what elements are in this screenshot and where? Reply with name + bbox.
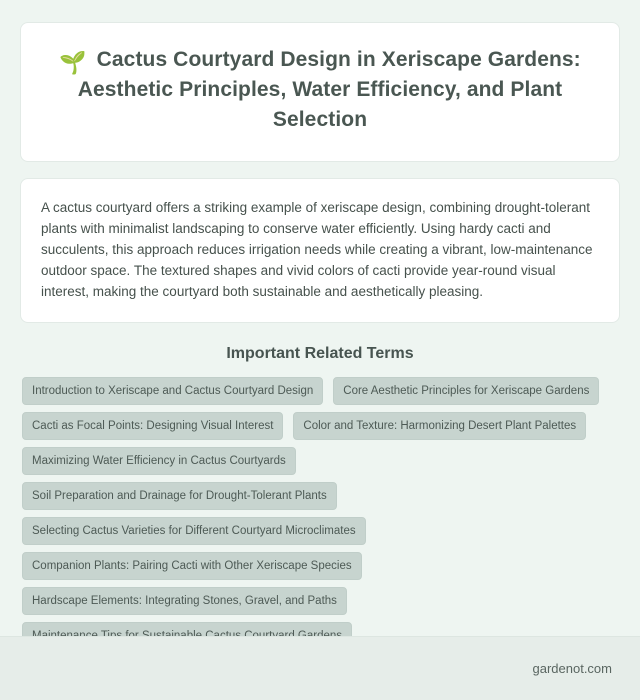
term-chip[interactable]: Hardscape Elements: Integrating Stones, Gravel, and Paths <box>22 587 347 615</box>
terms-row <box>22 552 362 580</box>
seedling-icon: 🌱 <box>59 50 87 75</box>
term-chip[interactable]: Soil Preparation and Drainage for Drought-Tolerant Plants <box>22 482 337 510</box>
site-name: gardenot.com <box>532 661 612 676</box>
page-title: Cactus Courtyard Design in Xeriscape Gardens: Aesthetic Principles, Water Efficiency, and Plant Selection <box>77 48 581 131</box>
terms-row <box>22 412 586 440</box>
term-chip[interactable]: Introduction to Xeriscape and Cactus Courtyard Design <box>22 377 323 405</box>
summary-text: A cactus courtyard offers a striking example of xeriscape design, combining drought-tolerant plants with minimalist landscaping to conserve water efficiently. Using hardy cacti and succulents, this approach reduces irrigation needs while creating a vibrant, low-maintenance outdoor space. The textured shapes and vivid colors of cacti provide year-round visual interest, making the courtyard both sustainable and aesthetically pleasing. <box>41 200 593 299</box>
term-chip[interactable]: Core Aesthetic Principles for Xeriscape Gardens <box>333 377 599 405</box>
term-chip[interactable]: Cacti as Focal Points: Designing Visual Interest <box>22 412 283 440</box>
summary-card <box>20 178 620 323</box>
term-chip[interactable]: Selecting Cactus Varieties for Different Courtyard Microclimates <box>22 517 366 545</box>
terms-row <box>22 447 296 475</box>
footer-bar <box>0 636 640 700</box>
term-chip[interactable]: Color and Texture: Harmonizing Desert Plant Palettes <box>293 412 586 440</box>
terms-row <box>22 587 347 615</box>
terms-row <box>22 377 599 405</box>
term-chip[interactable]: Companion Plants: Pairing Cacti with Other Xeriscape Species <box>22 552 362 580</box>
related-terms-list <box>20 377 620 650</box>
title-row <box>47 45 593 135</box>
terms-row <box>22 517 366 545</box>
terms-row <box>22 482 337 510</box>
header-card <box>20 22 620 162</box>
term-chip[interactable]: Maximizing Water Efficiency in Cactus Courtyards <box>22 447 296 475</box>
related-terms-heading: Important Related Terms <box>226 345 414 362</box>
